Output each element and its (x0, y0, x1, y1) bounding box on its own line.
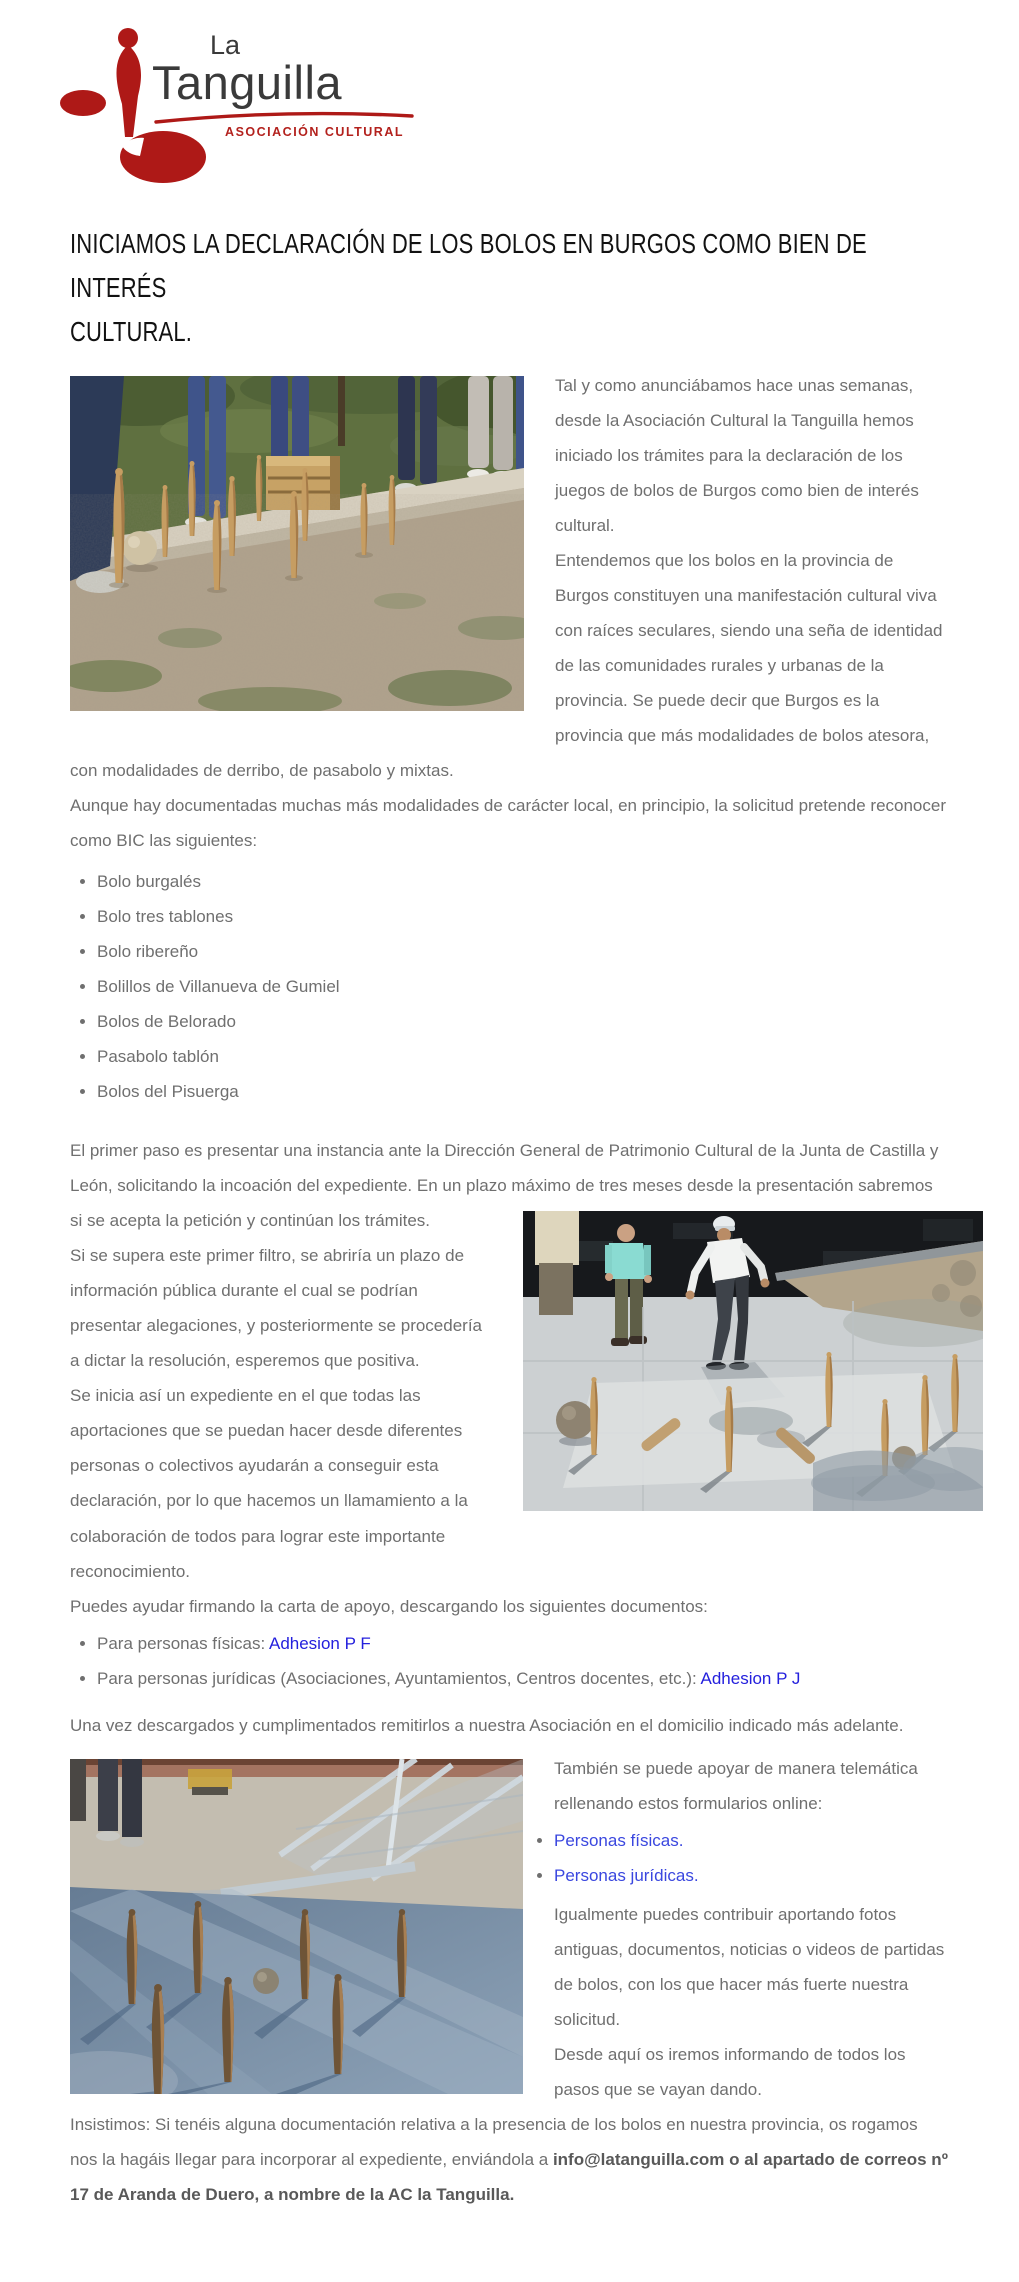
proceso-p1-pre: El primer paso es presentar una instancia ante la Dirección General de Patrimonio Cultural de la Junta de Castilla y León, solicitando la incoación del expediente. En un plazo máximo de tres (70, 1141, 939, 1196)
ayuda-intro-paragraph: Puedes ayudar firmando la carta de apoyo, descargando los siguientes documentos: (70, 1596, 708, 1616)
modalidades-list (70, 864, 949, 1109)
online-paragraph: También se puede apoyar de manera telemática rellenando estos formularios online: (554, 1758, 918, 1813)
list-item-bolos-belorado: • Bolos de Belorado (97, 1004, 949, 1039)
list-item-bolo-tres-tablones: • Bolo tres tablones (97, 899, 949, 934)
final-paragraph-text: Insistimos: Si tenéis alguna documentación relativa a la presencia de los bolos en nuestra provincia, os rogamos nos la hagáis llegar para incorporar al expediente, enviándola a (70, 2114, 918, 2169)
logo-word-tanguilla: Tanguilla (152, 56, 343, 109)
photo-bolos-shadows (70, 1759, 523, 2094)
list-item-bolos-pisuerga: • Bolos del Pisuerga (97, 1074, 949, 1109)
link-adhesion-pf[interactable]: Adhesion P F (268, 1633, 371, 1653)
section-online (70, 1751, 949, 2107)
final-paragraph (70, 2107, 949, 2212)
doc-item-text: Para personas jurídicas (Asociaciones, Ayuntamientos, Centros docentes, etc.): (97, 1668, 701, 1688)
section-intro (70, 368, 949, 788)
logo-text (152, 32, 412, 139)
list-item-bolo-ribereno: • Bolo ribereño (97, 934, 949, 969)
title-line2: CULTURAL. (70, 316, 193, 347)
proceso-paragraph-2: Si se supera este primer filtro, se abriría un plazo de información pública durante el cual se podrían presentar alegaciones, y posteriormente se procedería a dictar la resolución, esperemos que positiva. (70, 1246, 483, 1371)
proceso-p1-post: meses desde la presentación sabremos si se acepta la petición y continúan los trámites. (70, 1176, 933, 1231)
doc-item-text: Para personas físicas: (97, 1633, 269, 1653)
site-header (70, 18, 949, 196)
info-paragraph: Desde aquí os iremos informando de todos los pasos que se vayan dando. (554, 2044, 906, 2099)
doc-list-item-fisicas (97, 1626, 949, 1661)
photo-bolos-field (70, 376, 524, 711)
article (70, 222, 949, 2212)
intro-paragraph-1: Tal y como anunciábamos hace unas semanas, desde la Asociación Cultural la Tanguilla hemos iniciado los trámites para la declaración de los juegos de bolos de Burgos como bien de interés cultural. (555, 376, 919, 536)
logo-subtitle: ASOCIACIÓN CULTURAL (225, 124, 404, 139)
aporta-paragraph: Igualmente puedes contribuir aportando fotos antiguas, documentos, noticias o videos de partidas de bolos, con los que hacer más fuerte nuestra solicitud. (554, 1904, 945, 2029)
proceso-paragraph-1 (70, 1133, 949, 1238)
photo-bolos-court (523, 1211, 983, 1511)
article-title (70, 222, 950, 354)
link-adhesion-pj[interactable]: Adhesion P J (700, 1668, 801, 1688)
list-item-pasabolo-tablon: • Pasabolo tablón (97, 1039, 949, 1074)
envio-paragraph: Una vez descargados y cumplimentados remitirlos a nuestra Asociación en el domicilio indicado más adelante. (70, 1715, 904, 1735)
section-proceso (70, 1133, 949, 1742)
intro-paragraph-3: Aunque hay documentadas muchas más modalidades de carácter local, en principio, la solicitud pretende reconocer como BIC las siguientes: (70, 796, 947, 851)
title-line1: INICIAMOS LA DECLARACIÓN DE LOS BOLOS EN BURGOS COMO BIEN DE INTERÉS (70, 228, 867, 303)
documents-list (70, 1626, 949, 1696)
link-personas-fisicas[interactable]: Personas físicas. (554, 1830, 684, 1850)
final-paragraph-bold: info@latanguilla.com o al apartado de correos nº 17 de Aranda de Duero, a nombre de la AC la Tanguilla. (70, 2149, 948, 2204)
list-item-bolillos-villanueva: • Bolillos de Villanueva de Gumiel (97, 969, 949, 1004)
link-personas-juridicas[interactable]: Personas jurídicas. (554, 1865, 699, 1885)
site-logo[interactable] (70, 18, 949, 196)
proceso-paragraph-3: Se inicia así un expediente en el que todas las aportaciones que se puedan hacer desde diferentes personas o colectivos ayudarán a conseguir esta declaración, por lo que hacemos un llamamiento a la colaboración de todos para lograr este importante reconocimiento. (70, 1386, 468, 1581)
intro-paragraph-2: Entendemos que los bolos en la provincia de Burgos constituyen una manifestación cultural viva con raíces seculares, siendo una seña de identidad de las comunidades rurales y urbanas de la provincia. Se puede decir que Burgos es la provincia que más modalidades de bolos atesora, con modalidades de derribo, de pasabolo y mixtas. (70, 551, 943, 781)
doc-list-item-juridicas (97, 1661, 949, 1696)
list-item-bolo-burgales: • Bolo burgalés (97, 864, 949, 899)
logo-word-la: La (210, 30, 241, 60)
logo-swoosh-icon (154, 108, 416, 124)
